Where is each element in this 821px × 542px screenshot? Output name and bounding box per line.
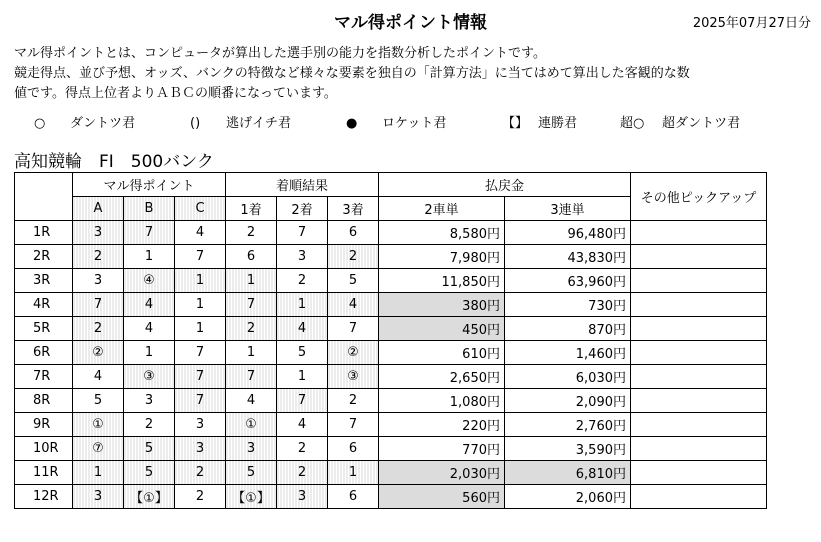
payout-trifecta: 43,830円 (505, 245, 631, 269)
other-pickup (631, 461, 767, 485)
payout-exacta: 610円 (379, 341, 505, 365)
result-2nd: 7 (277, 221, 328, 245)
point-c: 4 (175, 221, 226, 245)
result-3rd: ③ (328, 365, 379, 389)
result-1st: 2 (226, 317, 277, 341)
result-2nd: 2 (277, 437, 328, 461)
result-1st: 2 (226, 221, 277, 245)
race-header (15, 173, 73, 221)
legend (34, 112, 740, 131)
table-row (15, 365, 767, 389)
race-number: 8R (15, 389, 73, 413)
payout-exacta: 7,980円 (379, 245, 505, 269)
table-row (15, 245, 767, 269)
payout-trifecta: 870円 (505, 317, 631, 341)
col-trifecta-header: 3連単 (505, 197, 631, 221)
table-row (15, 317, 767, 341)
payout-trifecta: 3,590円 (505, 437, 631, 461)
result-2nd: 1 (277, 365, 328, 389)
legend-label: ダントツ君 (70, 116, 136, 131)
table-row (15, 221, 767, 245)
race-number: 9R (15, 413, 73, 437)
point-c: 1 (175, 317, 226, 341)
description-line: 値です。得点上位者よりＡＢＣの順番になっています。 (14, 86, 337, 101)
result-2nd: 4 (277, 413, 328, 437)
result-1st: 1 (226, 341, 277, 365)
payout-exacta: 770円 (379, 437, 505, 461)
race-number: 6R (15, 341, 73, 365)
point-b: 2 (124, 413, 175, 437)
result-1st: 7 (226, 293, 277, 317)
col-2nd-header: 2着 (277, 197, 328, 221)
result-3rd: 6 (328, 437, 379, 461)
point-a: 3 (73, 221, 124, 245)
point-a: 2 (73, 317, 124, 341)
description (14, 44, 814, 104)
result-3rd: 7 (328, 317, 379, 341)
point-b: 1 (124, 341, 175, 365)
col-exacta-header: 2車単 (379, 197, 505, 221)
payout-trifecta: 6,030円 (505, 365, 631, 389)
payout-trifecta: 6,810円 (505, 461, 631, 485)
race-number: 4R (15, 293, 73, 317)
legend-mark: () (190, 116, 201, 131)
other-header: その他ピックアップ (631, 173, 767, 221)
payout-trifecta: 63,960円 (505, 269, 631, 293)
other-pickup (631, 341, 767, 365)
description-line: マル得ポイントとは、コンピュータが算出した選手別の能力を指数分析したポイントです。 (14, 46, 546, 61)
table-row (15, 437, 767, 461)
result-1st: 4 (226, 389, 277, 413)
result-1st: 3 (226, 437, 277, 461)
col-a-header: A (73, 197, 124, 221)
legend-mark: ○ (34, 116, 46, 131)
result-2nd: 1 (277, 293, 328, 317)
point-a: 3 (73, 485, 124, 509)
result-3rd: ② (328, 341, 379, 365)
point-a: 2 (73, 245, 124, 269)
point-c: 2 (175, 461, 226, 485)
other-pickup (631, 269, 767, 293)
race-number: 12R (15, 485, 73, 509)
point-a: ⑦ (73, 437, 124, 461)
other-pickup (631, 389, 767, 413)
point-c: 3 (175, 437, 226, 461)
race-number: 11R (15, 461, 73, 485)
point-b: 【①】 (124, 485, 175, 509)
point-c: 3 (175, 413, 226, 437)
table-row (15, 389, 767, 413)
point-b: 3 (124, 389, 175, 413)
other-pickup (631, 293, 767, 317)
other-pickup (631, 245, 767, 269)
point-b: 5 (124, 461, 175, 485)
col-3rd-header: 3着 (328, 197, 379, 221)
payout-exacta: 380円 (379, 293, 505, 317)
table-row (15, 269, 767, 293)
point-c: 1 (175, 269, 226, 293)
point-b: 5 (124, 437, 175, 461)
result-3rd: 4 (328, 293, 379, 317)
table-row (15, 485, 767, 509)
payout-header: 払戻金 (379, 173, 631, 197)
result-2nd: 3 (277, 485, 328, 509)
point-b: ④ (124, 269, 175, 293)
result-3rd: 6 (328, 485, 379, 509)
payout-trifecta: 1,460円 (505, 341, 631, 365)
result-2nd: 4 (277, 317, 328, 341)
table-row (15, 413, 767, 437)
point-b: ③ (124, 365, 175, 389)
results-table (14, 172, 767, 509)
result-3rd: 6 (328, 221, 379, 245)
payout-exacta: 11,850円 (379, 269, 505, 293)
race-number: 5R (15, 317, 73, 341)
point-c: 7 (175, 245, 226, 269)
point-a: ① (73, 413, 124, 437)
point-a: 1 (73, 461, 124, 485)
result-2nd: 7 (277, 389, 328, 413)
col-c-header: C (175, 197, 226, 221)
payout-exacta: 560円 (379, 485, 505, 509)
payout-exacta: 2,030円 (379, 461, 505, 485)
point-b: 4 (124, 317, 175, 341)
payout-exacta: 8,580円 (379, 221, 505, 245)
point-c: 7 (175, 341, 226, 365)
result-1st: 1 (226, 269, 277, 293)
description-line: 競走得点、並び予想、オッズ、バンクの特徴など様々な要素を独自の「計算方法」に当てはめて算出した客観的な数 (14, 66, 690, 81)
point-b: 4 (124, 293, 175, 317)
other-pickup (631, 365, 767, 389)
point-a: 5 (73, 389, 124, 413)
table-row (15, 293, 767, 317)
payout-exacta: 450円 (379, 317, 505, 341)
point-a: 3 (73, 269, 124, 293)
result-3rd: 2 (328, 245, 379, 269)
result-1st: 7 (226, 365, 277, 389)
points-header: マル得ポイント (73, 173, 226, 197)
point-c: 2 (175, 485, 226, 509)
point-b: 7 (124, 221, 175, 245)
other-pickup (631, 317, 767, 341)
point-c: 7 (175, 365, 226, 389)
result-3rd: 2 (328, 389, 379, 413)
result-2nd: 2 (277, 269, 328, 293)
point-a: ② (73, 341, 124, 365)
legend-mark: 【】 (502, 116, 529, 131)
table-row (15, 341, 767, 365)
race-number: 7R (15, 365, 73, 389)
report-date: 2025年07月27日分 (692, 16, 811, 31)
result-3rd: 1 (328, 461, 379, 485)
race-number: 3R (15, 269, 73, 293)
result-1st: ① (226, 413, 277, 437)
result-3rd: 7 (328, 413, 379, 437)
race-number: 2R (15, 245, 73, 269)
col-1st-header: 1着 (226, 197, 277, 221)
payout-trifecta: 2,760円 (505, 413, 631, 437)
payout-exacta: 220円 (379, 413, 505, 437)
point-c: 7 (175, 389, 226, 413)
other-pickup (631, 413, 767, 437)
payout-trifecta: 96,480円 (505, 221, 631, 245)
payout-trifecta: 2,090円 (505, 389, 631, 413)
point-a: 4 (73, 365, 124, 389)
race-number: 1R (15, 221, 73, 245)
legend-mark: 超○ (620, 116, 645, 131)
result-2nd: 3 (277, 245, 328, 269)
result-2nd: 5 (277, 341, 328, 365)
result-1st: 6 (226, 245, 277, 269)
legend-mark: ● (346, 116, 358, 131)
venue-subtitle: 高知競輪 FI 500バンク (14, 152, 214, 172)
legend-label: 連勝君 (538, 116, 578, 131)
payout-trifecta: 730円 (505, 293, 631, 317)
legend-label: 逃げイチ君 (226, 116, 292, 131)
other-pickup (631, 221, 767, 245)
legend-label: 超ダントツ君 (662, 116, 741, 131)
result-1st: 【①】 (226, 485, 277, 509)
race-number: 10R (15, 437, 73, 461)
payout-exacta: 2,650円 (379, 365, 505, 389)
legend-label: ロケット君 (382, 116, 447, 131)
page-title: マル得ポイント情報 (334, 13, 487, 33)
point-a: 7 (73, 293, 124, 317)
other-pickup (631, 485, 767, 509)
payout-exacta: 1,080円 (379, 389, 505, 413)
payout-trifecta: 2,060円 (505, 485, 631, 509)
result-2nd: 2 (277, 461, 328, 485)
result-header: 着順結果 (226, 173, 379, 197)
other-pickup (631, 437, 767, 461)
result-1st: 5 (226, 461, 277, 485)
table-row (15, 461, 767, 485)
result-3rd: 5 (328, 269, 379, 293)
col-b-header: B (124, 197, 175, 221)
point-c: 1 (175, 293, 226, 317)
point-b: 1 (124, 245, 175, 269)
